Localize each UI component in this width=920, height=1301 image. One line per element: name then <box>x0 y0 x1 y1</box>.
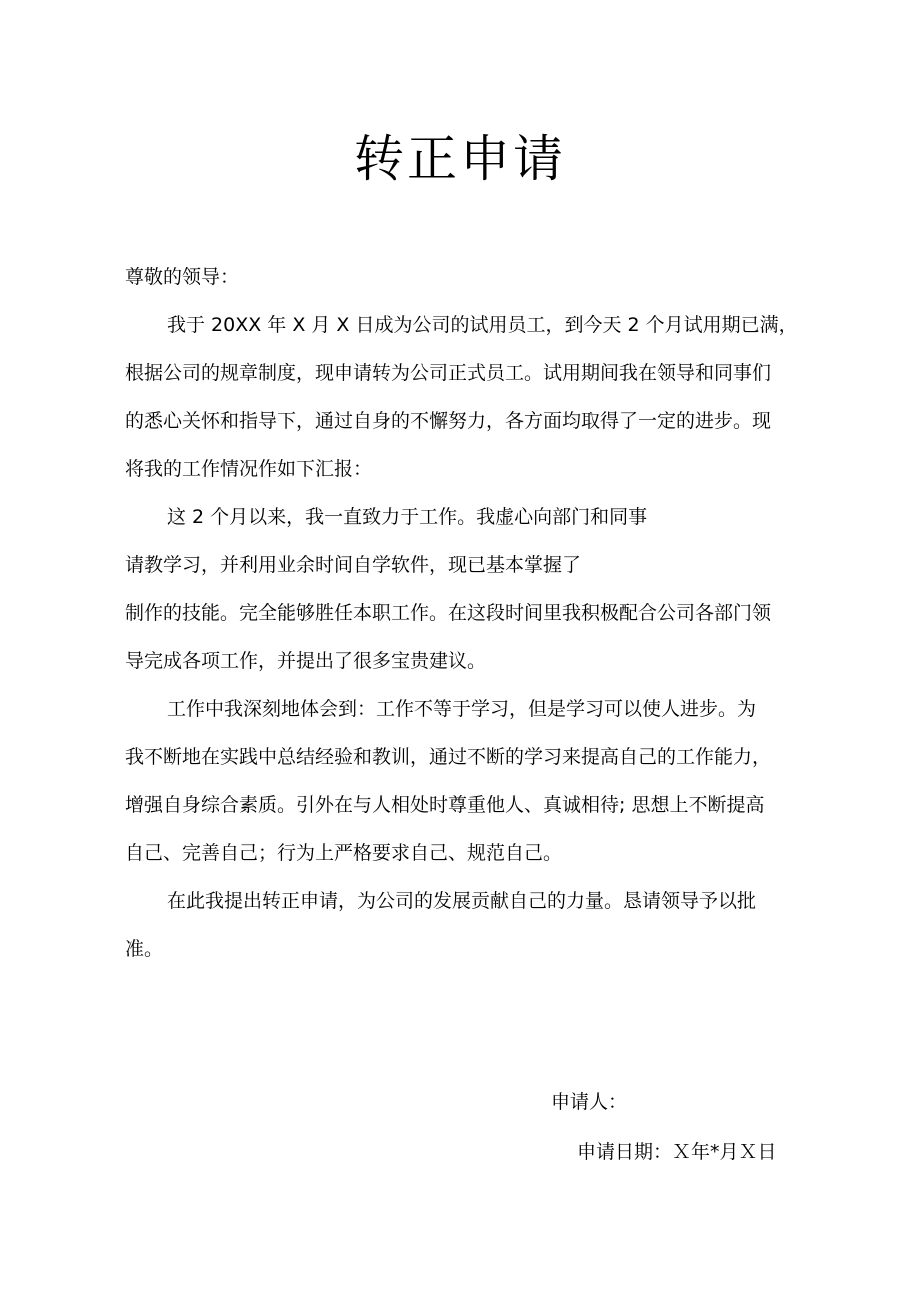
letter-body <box>125 253 815 973</box>
paragraph-line: 自己、完善自己；行为上严格要求自己、规范自己。 <box>125 842 563 864</box>
paragraph-line: 准。 <box>125 938 164 960</box>
application-date: 申请日期：Ｘ年*月Ｘ日 <box>577 1141 777 1163</box>
paragraph-line: 我于 20XX 年 X 月 X 日成为公司的试用员工，到今天 2 个月试用期已满， <box>167 314 798 336</box>
paragraph-line: 这 2 个月以来，我一直致力于工作。我虚心向部门和同事 <box>167 506 648 528</box>
salutation: 尊敬的领导： <box>125 266 240 288</box>
paragraph-line: 制作的技能。完全能够胜任本职工作。在这段时间里我积极配合公司各部门领 <box>125 602 772 624</box>
paragraph-line: 请教学习，并利用业余时间自学软件，现已基本掌握了 <box>125 554 582 576</box>
paragraph-line: 根据公司的规章制度，现申请转为公司正式员工。试用期间我在领导和同事们 <box>125 362 772 384</box>
paragraph-line: 将我的工作情况作如下汇报： <box>125 458 373 480</box>
paragraph-line: 的悉心关怀和指导下，通过自身的不懈努力，各方面均取得了一定的进步。现 <box>125 410 772 432</box>
paragraph-line: 导完成各项工作，并提出了很多宝贵建议。 <box>125 650 487 672</box>
paragraph-line: 在此我提出转正申请，为公司的发展贡献自己的力量。恳请领导予以批 <box>167 890 757 912</box>
paragraph-line: 增强自身综合素质。引外在与人相处时尊重他人、真诚相待; 思想上不断提高 <box>125 794 765 816</box>
applicant-label: 申请人： <box>551 1091 628 1113</box>
document-title: 转正申请 <box>354 130 566 188</box>
paragraph-line: 我不断地在实践中总结经验和教训，通过不断的学习来提高自己的工作能力， <box>125 746 772 768</box>
paragraph-line: 工作中我深刻地体会到：工作不等于学习，但是学习可以使人进步。为 <box>167 698 757 720</box>
